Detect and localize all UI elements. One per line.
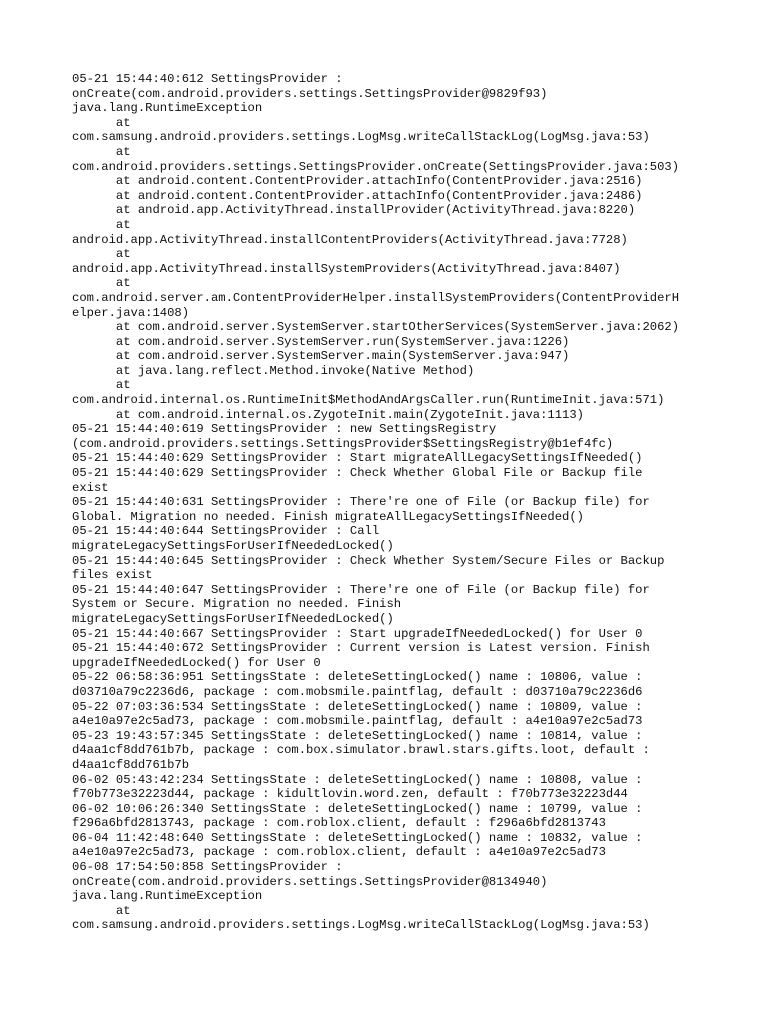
log-line: 05-22 06:58:36:951 SettingsState : deleteSettingLocked() name : 10806, value : bbox=[72, 670, 643, 685]
log-line: System or Secure. Migration no needed. Finish bbox=[72, 597, 402, 612]
log-line: Global. Migration no needed. Finish migrateAllLegacySettingsIfNeeded() bbox=[72, 509, 584, 524]
log-line: 05-21 15:44:40:629 SettingsProvider : Check Whether Global File or Backup file bbox=[72, 466, 643, 481]
log-line: 05-21 15:44:40:619 SettingsProvider : new SettingsRegistry bbox=[72, 422, 497, 437]
log-line: android.app.ActivityThread.installContentProviders(ActivityThread.java:7728) bbox=[72, 232, 628, 247]
log-line: com.android.internal.os.RuntimeInit$MethodAndArgsCaller.run(RuntimeInit.java:571) bbox=[72, 393, 665, 408]
log-line: 05-21 15:44:40:645 SettingsProvider : Check Whether System/Secure Files or Backup bbox=[72, 553, 665, 568]
log-line: 06-04 11:42:48:640 SettingsState : deleteSettingLocked() name : 10832, value : bbox=[72, 830, 643, 845]
log-line: 06-08 17:54:50:858 SettingsProvider : bbox=[72, 860, 343, 875]
log-line: 05-21 15:44:40:647 SettingsProvider : There're one of File (or Backup file) for bbox=[72, 582, 650, 597]
log-line: 06-02 10:06:26:340 SettingsState : deleteSettingLocked() name : 10799, value : bbox=[72, 801, 643, 816]
log-line: at android.app.ActivityThread.installProvider(ActivityThread.java:8220) bbox=[72, 203, 636, 218]
log-line: 05-21 15:44:40:631 SettingsProvider : There're one of File (or Backup file) for bbox=[72, 495, 650, 510]
log-line: at java.lang.reflect.Method.invoke(Native Method) bbox=[72, 363, 475, 378]
log-document bbox=[72, 72, 712, 933]
log-line: onCreate(com.android.providers.settings.SettingsProvider@8134940) bbox=[72, 874, 548, 889]
log-line: onCreate(com.android.providers.settings.SettingsProvider@9829f93) bbox=[72, 86, 548, 101]
log-line: com.android.server.am.ContentProviderHelper.installSystemProviders(ContentProviderH bbox=[72, 290, 680, 305]
log-line: java.lang.RuntimeException bbox=[72, 889, 263, 904]
log-line: d03710a79c2236d6, package : com.mobsmile.paintflag, default : d03710a79c2236d6 bbox=[72, 684, 643, 699]
log-line: at android.content.ContentProvider.attachInfo(ContentProvider.java:2516) bbox=[72, 174, 643, 189]
log-line: at com.android.server.SystemServer.main(SystemServer.java:947) bbox=[72, 349, 570, 364]
log-line: d4aa1cf8dd761b7b bbox=[72, 757, 190, 772]
log-line: 06-02 05:43:42:234 SettingsState : deleteSettingLocked() name : 10808, value : bbox=[72, 772, 643, 787]
log-line: migrateLegacySettingsForUserIfNeededLocked() bbox=[72, 611, 394, 626]
log-line: f70b773e32223d44, package : kidultlovin.word.zen, default : f70b773e32223d44 bbox=[72, 787, 628, 802]
log-line: files exist bbox=[72, 568, 153, 583]
log-line: at android.content.ContentProvider.attachInfo(ContentProvider.java:2486) bbox=[72, 188, 643, 203]
log-line: 05-23 19:43:57:345 SettingsState : deleteSettingLocked() name : 10814, value : bbox=[72, 728, 643, 743]
log-line: elper.java:1408) bbox=[72, 305, 190, 320]
log-line: at bbox=[72, 903, 131, 918]
log-line: com.android.providers.settings.SettingsProvider.onCreate(SettingsProvider.java:503) bbox=[72, 159, 680, 174]
log-line: com.samsung.android.providers.settings.LogMsg.writeCallStackLog(LogMsg.java:53) bbox=[72, 130, 650, 145]
log-line: at com.android.internal.os.ZygoteInit.main(ZygoteInit.java:1113) bbox=[72, 407, 584, 422]
log-line: 05-21 15:44:40:612 SettingsProvider : bbox=[72, 72, 343, 86]
log-line: 05-21 15:44:40:629 SettingsProvider : Start migrateAllLegacySettingsIfNeeded() bbox=[72, 451, 643, 466]
log-line: a4e10a97e2c5ad73, package : com.roblox.client, default : a4e10a97e2c5ad73 bbox=[72, 845, 606, 860]
log-line: at bbox=[72, 276, 131, 291]
log-line: 05-21 15:44:40:672 SettingsProvider : Current version is Latest version. Finish bbox=[72, 641, 650, 656]
log-line: at bbox=[72, 247, 131, 262]
log-line: at bbox=[72, 378, 131, 393]
log-line: 05-22 07:03:36:534 SettingsState : deleteSettingLocked() name : 10809, value : bbox=[72, 699, 643, 714]
log-line: upgradeIfNeededLocked() for User 0 bbox=[72, 655, 321, 670]
log-line: 05-21 15:44:40:667 SettingsProvider : Start upgradeIfNeededLocked() for User 0 bbox=[72, 626, 643, 641]
log-line: at bbox=[72, 217, 131, 232]
log-line: 05-21 15:44:40:644 SettingsProvider : Call bbox=[72, 524, 380, 539]
log-line: com.samsung.android.providers.settings.LogMsg.writeCallStackLog(LogMsg.java:53) bbox=[72, 918, 650, 933]
log-line: java.lang.RuntimeException bbox=[72, 101, 263, 116]
log-line: a4e10a97e2c5ad73, package : com.mobsmile.paintflag, default : a4e10a97e2c5ad73 bbox=[72, 714, 643, 729]
log-line: exist bbox=[72, 480, 109, 495]
log-line: at com.android.server.SystemServer.startOtherServices(SystemServer.java:2062) bbox=[72, 320, 680, 335]
log-line: migrateLegacySettingsForUserIfNeededLocked() bbox=[72, 539, 394, 553]
log-line: (com.android.providers.settings.SettingsProvider$SettingsRegistry@b1ef4fc) bbox=[72, 436, 614, 451]
log-line: at bbox=[72, 144, 131, 159]
log-line: at com.android.server.SystemServer.run(SystemServer.java:1226) bbox=[72, 334, 570, 349]
log-line: d4aa1cf8dd761b7b, package : com.box.simulator.brawl.stars.gifts.loot, default : bbox=[72, 743, 650, 758]
log-line: f296a6bfd2813743, package : com.roblox.client, default : f296a6bfd2813743 bbox=[72, 816, 606, 831]
log-line: android.app.ActivityThread.installSystemProviders(ActivityThread.java:8407) bbox=[72, 261, 621, 276]
log-line: at bbox=[72, 115, 131, 130]
